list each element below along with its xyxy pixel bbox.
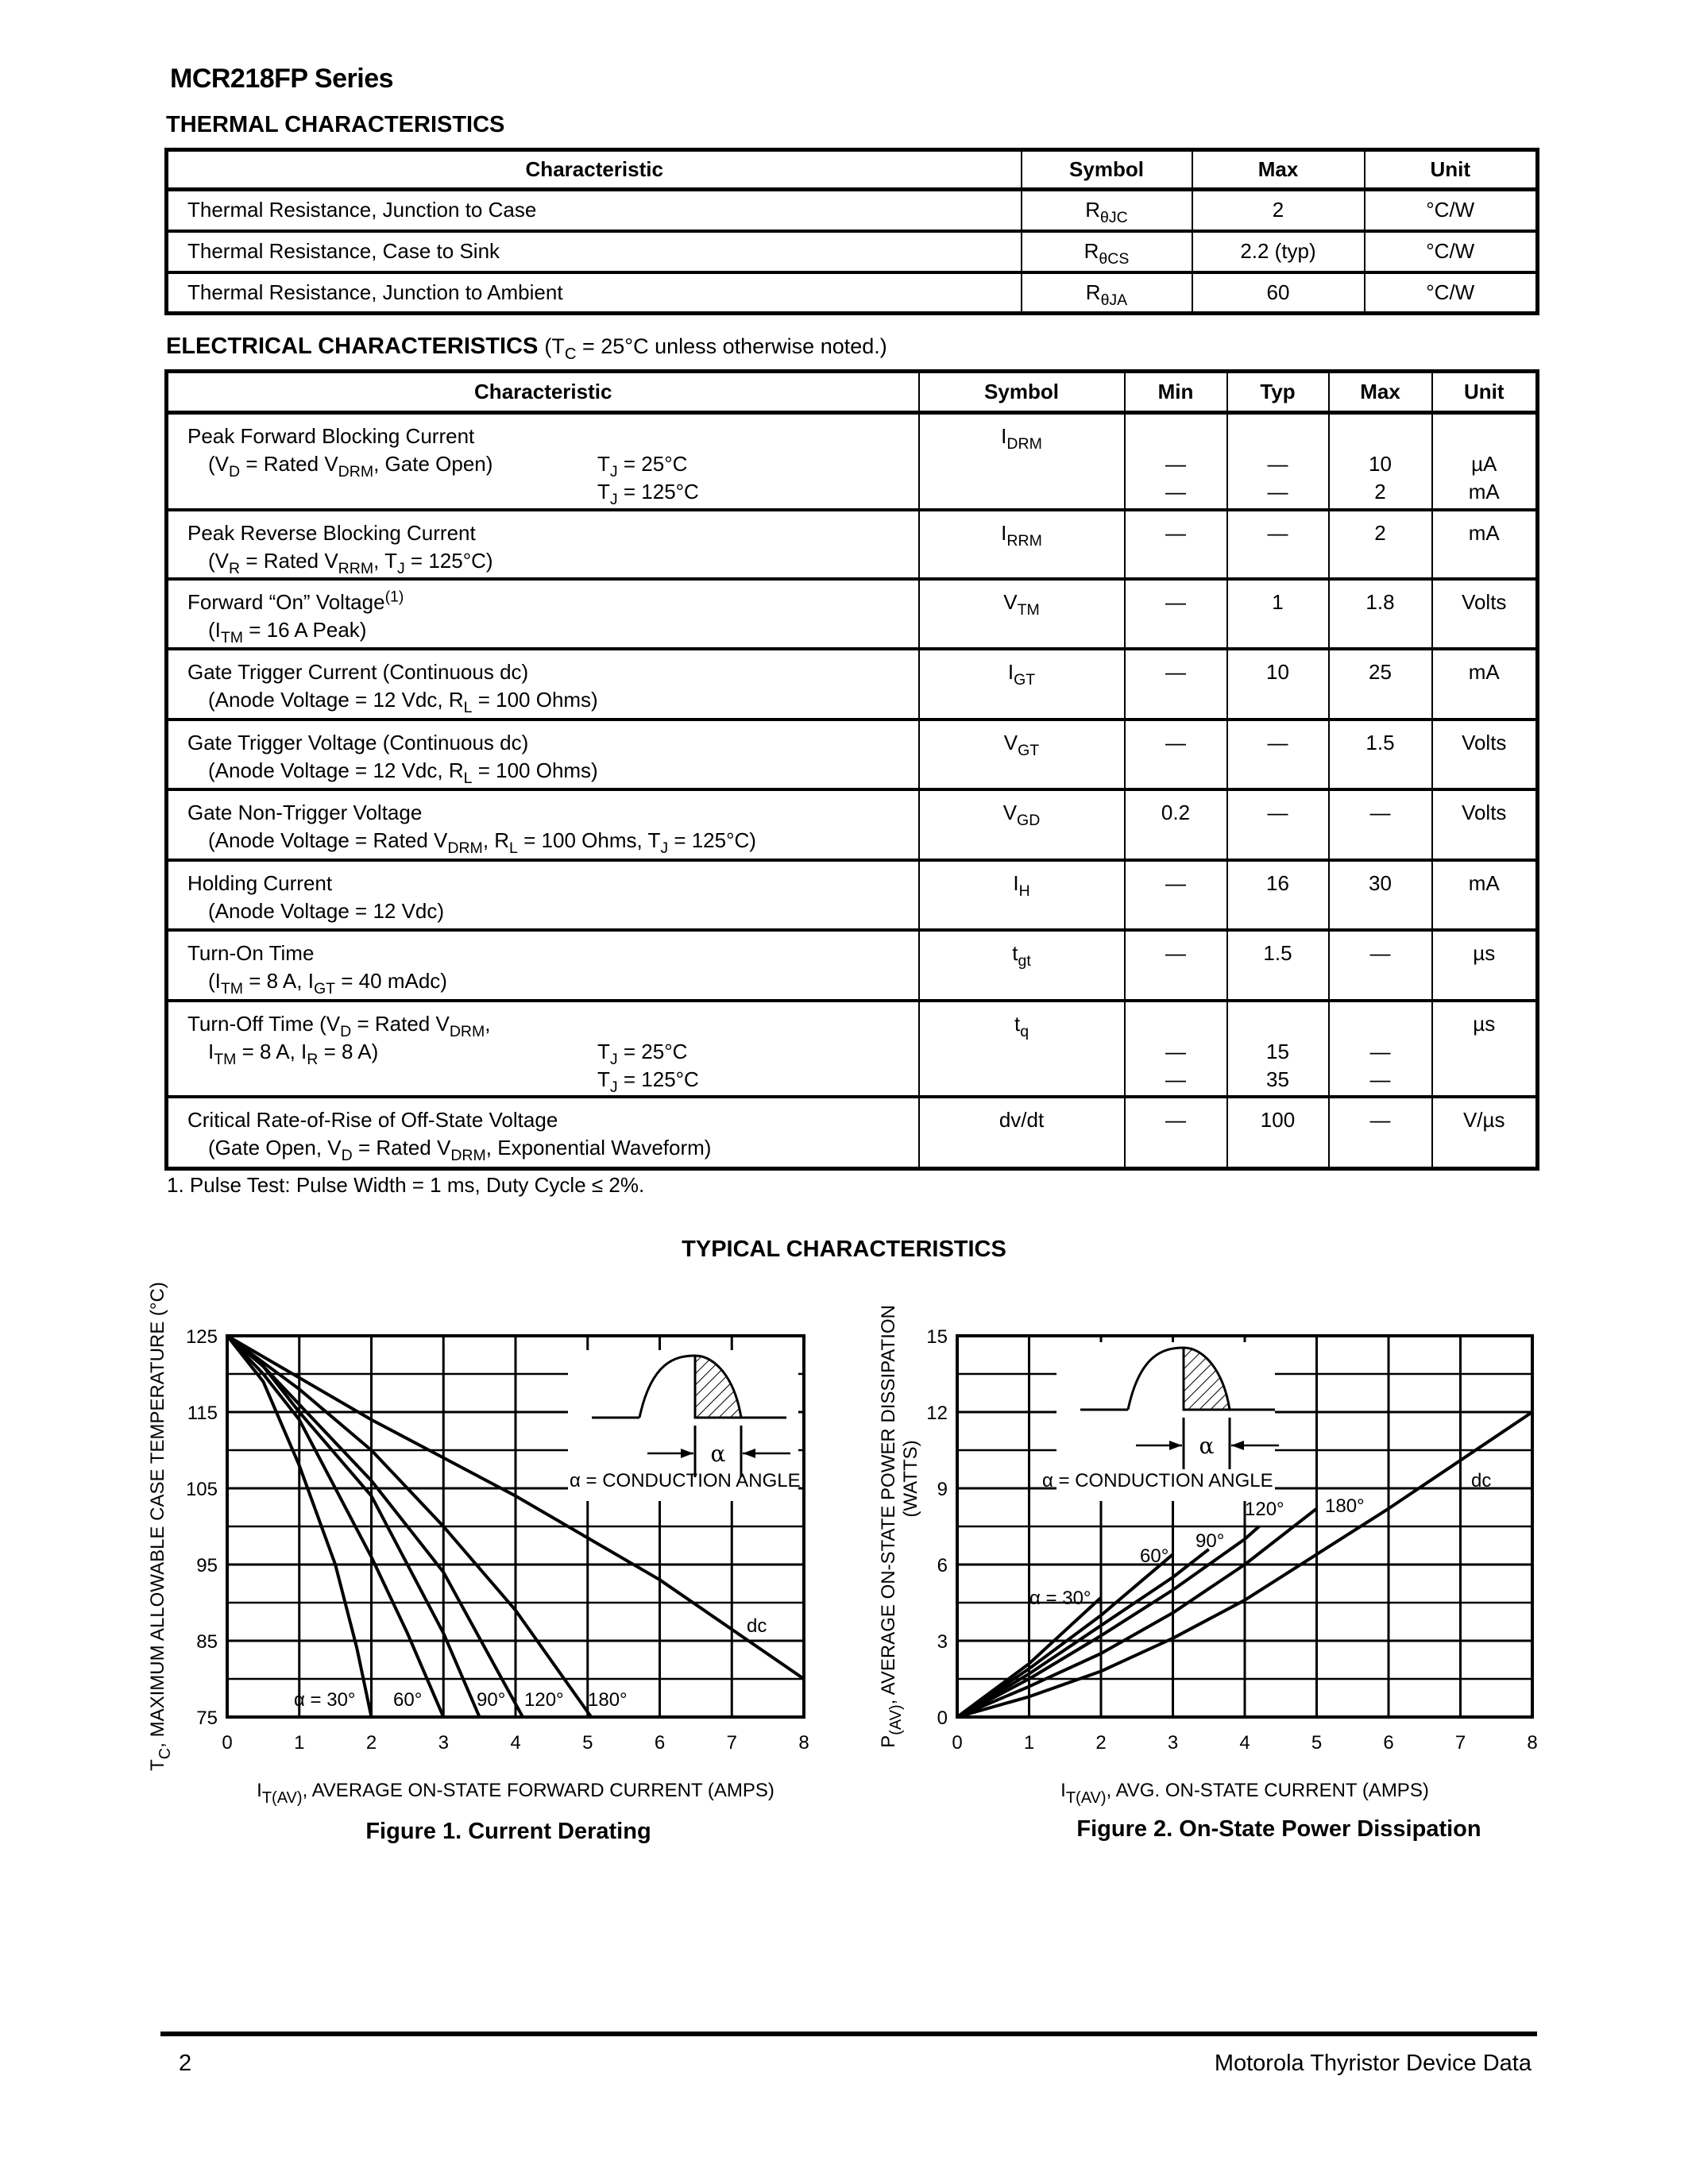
svg-text:8: 8 [798, 1732, 809, 1754]
electrical-table [164, 369, 1539, 1171]
thermal-section-title: THERMAL CHARACTERISTICS [166, 112, 505, 137]
svg-text:120°: 120° [524, 1689, 564, 1711]
col-header-symbol: Symbol [919, 372, 1125, 413]
svg-text:85: 85 [196, 1631, 218, 1653]
characteristic-line2: ($V_D$ = Rated $V_{DRM}$, Gate Open) $T_J = 25^\circ C$ [208, 452, 688, 480]
col-header-characteristic: Characteristic [167, 150, 1022, 190]
max-cell: — [1329, 930, 1432, 1001]
col-header-typ: Typ [1227, 372, 1329, 413]
svg-text:8: 8 [1527, 1732, 1538, 1754]
characteristic-line1: Forward “On” Voltage$^{(1)}$ [187, 587, 404, 614]
electrical-title-note [544, 334, 887, 364]
characteristic-cell [167, 789, 919, 860]
table-row [167, 190, 1538, 231]
unit-cell: mA [1432, 860, 1538, 930]
svg-text:90°: 90° [477, 1689, 506, 1711]
typical-characteristics-title: TYPICAL CHARACTERISTICS [682, 1237, 1006, 1262]
table-row [167, 510, 1538, 579]
svg-text:1: 1 [1023, 1732, 1035, 1754]
svg-text:6: 6 [654, 1732, 666, 1754]
svg-text:90°: 90° [1196, 1530, 1225, 1552]
max-cell: 1.5 [1329, 720, 1432, 789]
table-row [167, 720, 1538, 789]
typ-cell: 10 [1227, 649, 1329, 720]
characteristic-line2: ($I_{TM} = 8$ A, $I_{GT} = 40$ mAdc) [208, 968, 447, 997]
figure-2-caption: Figure 2. On-State Power Dissipation [1076, 1816, 1481, 1842]
symbol-subscript: θCS [1099, 249, 1130, 268]
characteristic-line2: (Anode Voltage = 12 Vdc, $R_L = 100$ Ohms) [208, 758, 598, 787]
unit-cell: µA mA [1432, 413, 1538, 510]
characteristic-cell: Thermal Resistance, Case to Sink [167, 231, 1022, 272]
characteristic-line1: Critical Rate-of-Rise of Off-State Voltage [187, 1107, 558, 1132]
svg-text:2: 2 [1095, 1732, 1107, 1754]
table-row [167, 231, 1538, 272]
symbol-cell: $t_{gt}$ [919, 930, 1125, 1001]
col-header-characteristic: Characteristic [167, 372, 919, 413]
svg-text:15: 15 [926, 1326, 948, 1348]
svg-text:120°: 120° [1245, 1499, 1284, 1520]
unit-cell: °C/W [1365, 190, 1538, 231]
svg-text:4: 4 [510, 1732, 521, 1754]
max-cell: 30 [1329, 860, 1432, 930]
note-pre: (T [544, 334, 565, 358]
unit-cell: mA [1432, 649, 1538, 720]
svg-text:6: 6 [937, 1555, 948, 1576]
condition-line [187, 478, 918, 506]
characteristic-line1: Turn-On Time [187, 940, 315, 965]
electrical-title-text: ELECTRICAL CHARACTERISTICS [166, 334, 539, 359]
characteristic-line2: ($V_R$ = Rated $V_{RRM}$, $T_J = 125^\circ C$) [208, 548, 493, 577]
svg-text:9: 9 [937, 1479, 948, 1500]
characteristic-line1: Turn-Off Time ($V_D$ = Rated $V_{DRM}$, [187, 1011, 491, 1040]
svg-text:5: 5 [582, 1732, 593, 1754]
svg-text:0: 0 [222, 1732, 233, 1754]
typ-cell: — [1227, 720, 1329, 789]
min-cell: — [1125, 579, 1227, 649]
typ-cell: — [1227, 789, 1329, 860]
svg-text:7: 7 [726, 1732, 737, 1754]
symbol-cell: $I_H$ [919, 860, 1125, 930]
table-row [167, 860, 1538, 930]
unit-cell: °C/W [1365, 231, 1538, 272]
publisher-text: Motorola Thyristor Device Data [1214, 2051, 1532, 2076]
col-header-unit: Unit [1365, 150, 1538, 190]
figure-1-current-derating-chart [135, 1271, 834, 1843]
note-post: = 25°C unless otherwise noted.) [576, 334, 887, 358]
svg-text:dc: dc [1471, 1470, 1492, 1491]
thermal-table [164, 148, 1539, 315]
svg-text:(WATTS): (WATTS) [900, 1440, 921, 1518]
characteristic-line2: (Anode Voltage = Rated $V_{DRM}$, $R_L = 100$ Ohms, $T_J = 125^\circ C$) [208, 828, 756, 857]
unit-cell: mA [1432, 510, 1538, 579]
svg-text:60°: 60° [1140, 1545, 1169, 1567]
page-number: 2 [179, 2051, 192, 2076]
svg-text:3: 3 [937, 1631, 948, 1653]
typ-cell: 1.5 [1227, 930, 1329, 1001]
condition-2: $T_J = 125^\circ C$ [597, 1067, 699, 1096]
footnote: 1. Pulse Test: Pulse Width = 1 ms, Duty Cycle ≤ 2%. [167, 1173, 645, 1197]
table-row [167, 930, 1538, 1001]
svg-text:180°: 180° [588, 1689, 628, 1711]
symbol-cell [1022, 231, 1192, 272]
min-cell: — [1125, 860, 1227, 930]
col-header-unit: Unit [1432, 372, 1538, 413]
min-cell: — [1125, 930, 1227, 1001]
svg-text:125: 125 [185, 1326, 218, 1348]
table-row [167, 272, 1538, 314]
table-row [167, 413, 1538, 510]
characteristic-cell [167, 1001, 919, 1097]
characteristic-cell [167, 579, 919, 649]
typ-cell: 15 35 [1227, 1001, 1329, 1097]
max-cell: 2.2 (typ) [1192, 231, 1365, 272]
table-row [167, 789, 1538, 860]
symbol-cell: $I_{DRM}$ [919, 413, 1125, 510]
symbol-cell: $I_{RRM}$ [919, 510, 1125, 579]
characteristic-line2: ($I_{TM} = 16$ A Peak) [208, 617, 367, 646]
col-header-min: Min [1125, 372, 1227, 413]
condition-1: $T_J = 25^\circ C$ [597, 1039, 688, 1068]
characteristic-cell [167, 720, 919, 789]
characteristic-line1: Holding Current [187, 870, 333, 895]
table-row [167, 1001, 1538, 1097]
col-header-max: Max [1192, 150, 1365, 190]
unit-cell: V/µs [1432, 1097, 1538, 1169]
characteristic-line1: Peak Reverse Blocking Current [187, 520, 476, 545]
unit-cell: Volts [1432, 579, 1538, 649]
svg-text:180°: 180° [1325, 1495, 1365, 1517]
svg-text:0: 0 [952, 1732, 963, 1754]
characteristic-cell: Thermal Resistance, Junction to Ambient [167, 272, 1022, 314]
unit-cell: µs [1432, 1001, 1538, 1097]
symbol-base: R [1083, 239, 1099, 263]
min-cell: 0.2 [1125, 789, 1227, 860]
characteristic-cell [167, 413, 919, 510]
svg-text:α: α [1199, 1433, 1215, 1459]
characteristic-cell [167, 510, 919, 579]
svg-text:95: 95 [196, 1555, 218, 1576]
symbol-cell: $I_{GT}$ [919, 649, 1125, 720]
svg-text:α = 30°: α = 30° [1029, 1588, 1091, 1609]
svg-text:α: α [710, 1441, 726, 1467]
note-sub: C [564, 345, 577, 364]
figure-1-caption: Figure 1. Current Derating [365, 1819, 651, 1844]
symbol-subscript: θJA [1100, 291, 1128, 309]
symbol-cell: $V_{TM}$ [919, 579, 1125, 649]
symbol-cell [1022, 190, 1192, 231]
condition-1: $T_J = 25^\circ C$ [597, 452, 688, 480]
characteristic-line2: (Gate Open, $V_D$ = Rated $V_{DRM}$, Exponential Waveform) [208, 1135, 712, 1164]
svg-text:6: 6 [1383, 1732, 1394, 1754]
characteristic-line1: Gate Trigger Voltage (Continuous dc) [187, 730, 529, 754]
svg-text:P(AV), AVERAGE ON-STATE POWER: $P_{(AV)}$, AVERAGE ON-STATE POWER DISSIPATION [878, 1305, 905, 1748]
figure-2-power-dissipation-chart [866, 1271, 1565, 1843]
series-title: MCR218FP Series [170, 64, 394, 94]
symbol-cell: dv/dt [919, 1097, 1125, 1169]
unit-cell: µs [1432, 930, 1538, 1001]
typ-cell: 100 [1227, 1097, 1329, 1169]
max-cell: 2 [1192, 190, 1365, 231]
min-cell: — — [1125, 1001, 1227, 1097]
col-header-symbol: Symbol [1022, 150, 1192, 190]
min-cell: — [1125, 649, 1227, 720]
table-row [167, 649, 1538, 720]
characteristic-line2: (Anode Voltage = 12 Vdc, $R_L = 100$ Ohms) [208, 687, 598, 716]
typ-cell: — — [1227, 413, 1329, 510]
svg-text:5: 5 [1311, 1732, 1323, 1754]
characteristic-line1: Gate Trigger Current (Continuous dc) [187, 659, 529, 684]
svg-text:4: 4 [1239, 1732, 1250, 1754]
max-cell: 25 [1329, 649, 1432, 720]
max-cell: 10 2 [1329, 413, 1432, 510]
svg-text:α = CONDUCTION ANGLE: α = CONDUCTION ANGLE [570, 1470, 801, 1491]
symbol-base: R [1085, 198, 1101, 222]
footer-rule [160, 2032, 1537, 2036]
unit-cell: Volts [1432, 720, 1538, 789]
characteristic-line1: Gate Non-Trigger Voltage [187, 800, 423, 824]
characteristic-line1: Peak Forward Blocking Current [187, 424, 475, 448]
unit-cell: °C/W [1365, 272, 1538, 314]
electrical-section-title [166, 334, 887, 364]
table-row [167, 1097, 1538, 1169]
typ-cell: — [1227, 510, 1329, 579]
max-cell: — — [1329, 1001, 1432, 1097]
symbol-base: R [1085, 280, 1101, 304]
max-cell: — [1329, 789, 1432, 860]
svg-text:3: 3 [1167, 1732, 1179, 1754]
min-cell: — [1125, 510, 1227, 579]
max-cell: 1.8 [1329, 579, 1432, 649]
svg-text:IT(AV), AVG. ON-STATE CURRENT: $I_{T(AV)}$, AVG. ON-STATE CURRENT (AMPS) [1060, 1780, 1429, 1807]
characteristic-cell [167, 930, 919, 1001]
symbol-subscript: θJC [1100, 209, 1128, 227]
table-row [167, 579, 1538, 649]
svg-text:60°: 60° [393, 1689, 423, 1711]
unit-cell: Volts [1432, 789, 1538, 860]
characteristic-cell [167, 649, 919, 720]
svg-text:0: 0 [937, 1707, 948, 1729]
characteristic-cell [167, 1097, 919, 1169]
symbol-cell: $t_q$ [919, 1001, 1125, 1097]
min-cell: — [1125, 720, 1227, 789]
svg-text:dc: dc [747, 1615, 767, 1637]
symbol-cell: $V_{GT}$ [919, 720, 1125, 789]
characteristic-cell [167, 860, 919, 930]
condition-line [187, 1066, 918, 1094]
max-cell: 60 [1192, 272, 1365, 314]
svg-text:12: 12 [926, 1403, 948, 1424]
col-header-max: Max [1329, 372, 1432, 413]
svg-text:IT(AV), AVERAGE ON-STATE FORWA: $I_{T(AV)}$, AVERAGE ON-STATE FORWARD CURRENT (AMPS) [257, 1780, 774, 1807]
symbol-cell [1022, 272, 1192, 314]
svg-text:75: 75 [196, 1707, 218, 1729]
characteristic-line2: (Anode Voltage = 12 Vdc) [208, 898, 445, 923]
svg-text:α = CONDUCTION ANGLE: α = CONDUCTION ANGLE [1042, 1470, 1273, 1491]
svg-text:105: 105 [185, 1479, 218, 1500]
svg-text:7: 7 [1454, 1732, 1466, 1754]
max-cell: — [1329, 1097, 1432, 1169]
characteristic-line2: $I_{TM} = 8$ A, $I_R = 8$ A) $T_J = 25^\circ C$ [208, 1039, 688, 1068]
svg-text:1: 1 [294, 1732, 305, 1754]
max-cell: 2 [1329, 510, 1432, 579]
min-cell: — — [1125, 413, 1227, 510]
svg-text:2: 2 [365, 1732, 377, 1754]
typ-cell: 16 [1227, 860, 1329, 930]
min-cell: — [1125, 1097, 1227, 1169]
typ-cell: 1 [1227, 579, 1329, 649]
characteristic-cell: Thermal Resistance, Junction to Case [167, 190, 1022, 231]
symbol-cell: $V_{GD}$ [919, 789, 1125, 860]
svg-text:TC, MAXIMUM ALLOWABLE CASE TEM: $T_C$, MAXIMUM ALLOWABLE CASE TEMPERATURE (°C) [147, 1282, 174, 1771]
condition-2: $T_J = 125^\circ C$ [597, 480, 699, 508]
svg-text:α = 30°: α = 30° [294, 1689, 356, 1711]
svg-text:3: 3 [438, 1732, 449, 1754]
svg-text:115: 115 [187, 1403, 218, 1424]
